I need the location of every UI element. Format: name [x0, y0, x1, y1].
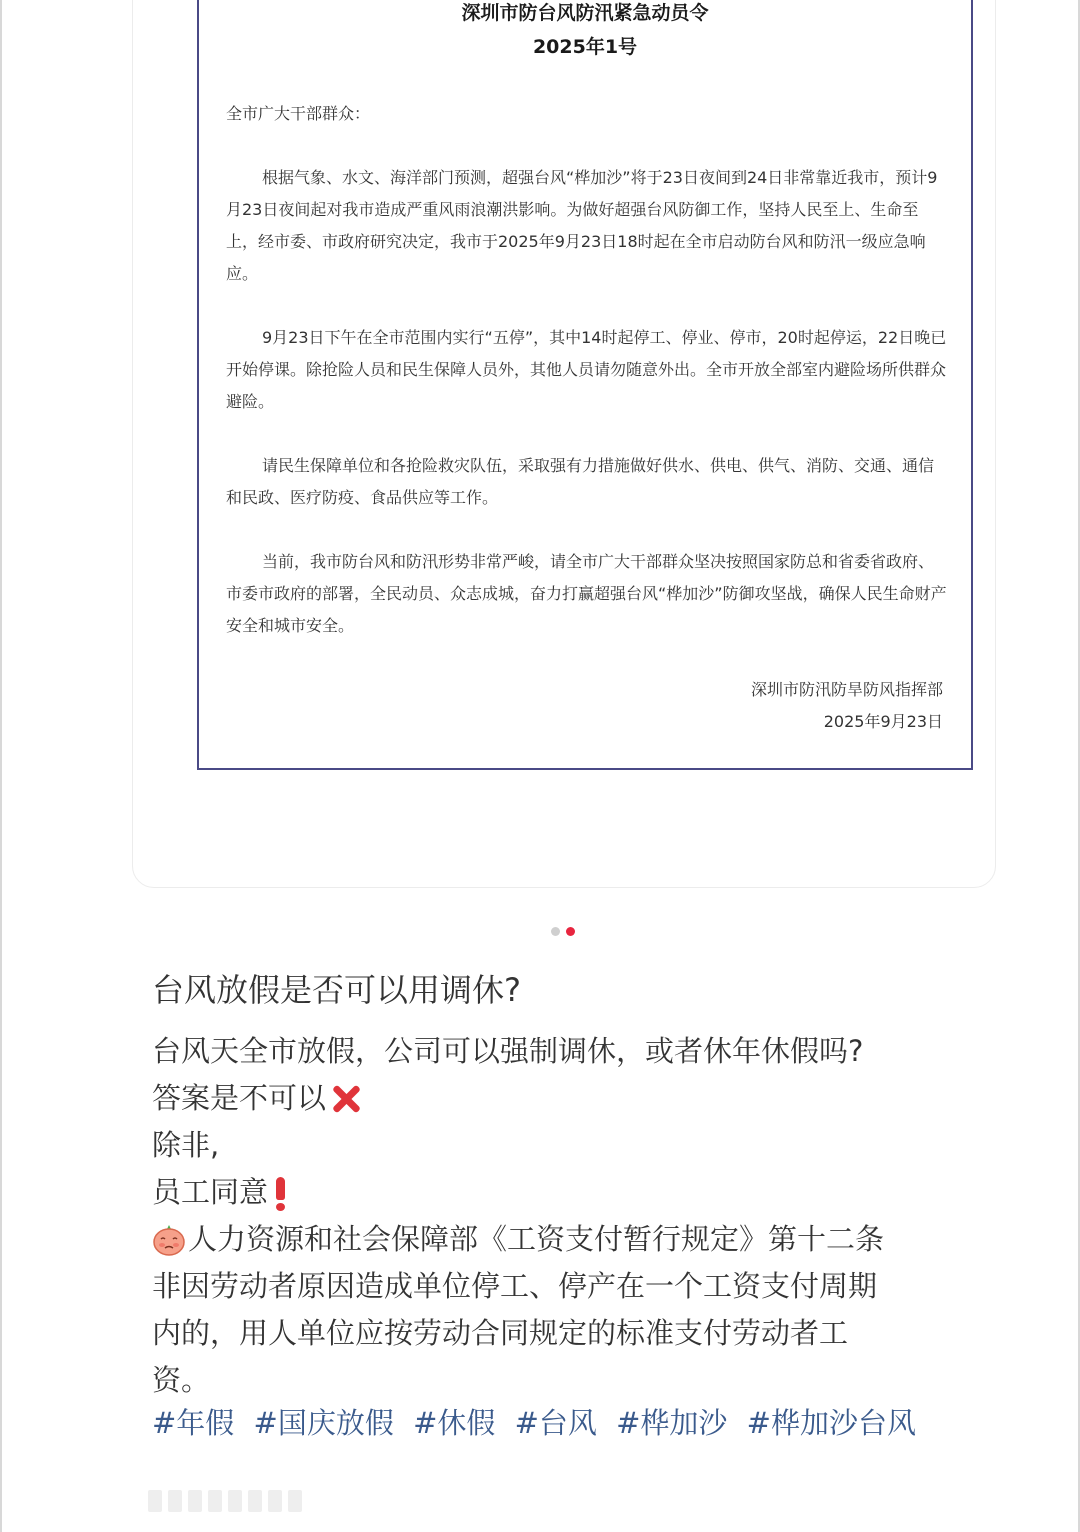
- post-text: 台风天全市放假，公司可以强制调休，或者休年休假吗?: [152, 1034, 864, 1068]
- post-title: 台风放假是否可以用调休?: [152, 971, 521, 1009]
- notice-image: [197, 0, 973, 770]
- post-line: [152, 1075, 972, 1122]
- post-line: [152, 1357, 972, 1404]
- faded-glyph: [248, 1490, 262, 1512]
- faded-glyph: [148, 1490, 162, 1512]
- notice-paragraph: 当前，我市防台风和防汛形势非常严峻，请全市广大干部群众坚决按照国家防总和省委省政府、市委市政府的部署，全民动员、众志成城，奋力打赢超强台风“桦加沙”防御攻坚战，确保人民生命财产安全和城市安全。: [226, 552, 947, 635]
- faded-content: [148, 1490, 308, 1512]
- post-line: [152, 1216, 972, 1263]
- post-text: 资。: [152, 1363, 211, 1397]
- notice-date: 2025年9月23日: [823, 712, 943, 731]
- notice-number: 2025年1号: [532, 36, 638, 58]
- hashtag-link[interactable]: #桦加沙台风: [746, 1406, 916, 1440]
- faded-glyph: [228, 1490, 242, 1512]
- faded-glyph: [268, 1490, 282, 1512]
- notice-salutation: 全市广大干部群众：: [226, 104, 371, 123]
- carousel-indicator: [551, 927, 575, 936]
- post-line: [152, 1122, 972, 1169]
- faded-glyph: [208, 1490, 222, 1512]
- hashtag-link[interactable]: #国庆放假: [253, 1406, 394, 1440]
- notice-title: 深圳市防台风防汛紧急动员令: [461, 2, 709, 24]
- cross-mark-icon: [328, 1081, 364, 1117]
- hashtag-link[interactable]: #桦加沙: [616, 1406, 728, 1440]
- post-line: [152, 1263, 972, 1310]
- post-text: 内的，用人单位应按劳动合同规定的标准支付劳动者工: [152, 1316, 849, 1350]
- carousel-dot[interactable]: [551, 927, 560, 936]
- post-line: [152, 1028, 972, 1075]
- left-edge: [0, 0, 2, 1532]
- notice-paragraph: 9月23日下午在全市范围内实行“五停”，其中14时起停工、停业、停市，20时起停运，22日晚已开始停课。除抢险人员和民生保障人员外，其他人员请勿随意外出。全市开放全部室内避险场所供群众避险。: [226, 328, 947, 411]
- post-text: 人力资源和社会保障部《工资支付暂行规定》第十二条: [188, 1222, 885, 1256]
- notice-paragraph: 请民生保障单位和各抢险救灾队伍，采取强有力措施做好供水、供电、供气、消防、交通、通信和民政、医疗防疫、食品供应等工作。: [226, 456, 935, 507]
- carousel-dot-active[interactable]: [566, 927, 575, 936]
- faded-glyph: [188, 1490, 202, 1512]
- notice-signature: 深圳市防汛防旱防风指挥部: [750, 680, 943, 699]
- hashtag-link[interactable]: #年假: [152, 1406, 235, 1440]
- exclamation-icon: [274, 1175, 288, 1211]
- faded-glyph: [288, 1490, 302, 1512]
- post-body: [152, 1028, 972, 1404]
- post-text: 员工同意: [152, 1175, 269, 1209]
- hashtag-link[interactable]: #台风: [514, 1406, 597, 1440]
- post-text: 非因劳动者原因造成单位停工、停产在一个工资支付周期: [152, 1269, 878, 1303]
- post-text: 答案是不可以: [152, 1081, 327, 1115]
- notice-paragraph: 根据气象、水文、海洋部门预测，超强台风“桦加沙”将于23日夜间到24日非常靠近我市，预计9月23日夜间起对我市造成严重风雨浪潮洪影响。为做好超强台风防御工作，坚持人民至上、生命至上，经市委、市政府研究决定，我市于2025年9月23日18时起在全市启动防台风和防汛一级应急响应。: [226, 168, 938, 283]
- hashtag-link[interactable]: #休假: [413, 1406, 496, 1440]
- post-line: [152, 1169, 972, 1216]
- hashtag-list: [152, 1400, 916, 1447]
- post-line: [152, 1310, 972, 1357]
- post-text: 除非,: [152, 1128, 220, 1162]
- emoji-face-icon: [152, 1223, 186, 1257]
- faded-glyph: [168, 1490, 182, 1512]
